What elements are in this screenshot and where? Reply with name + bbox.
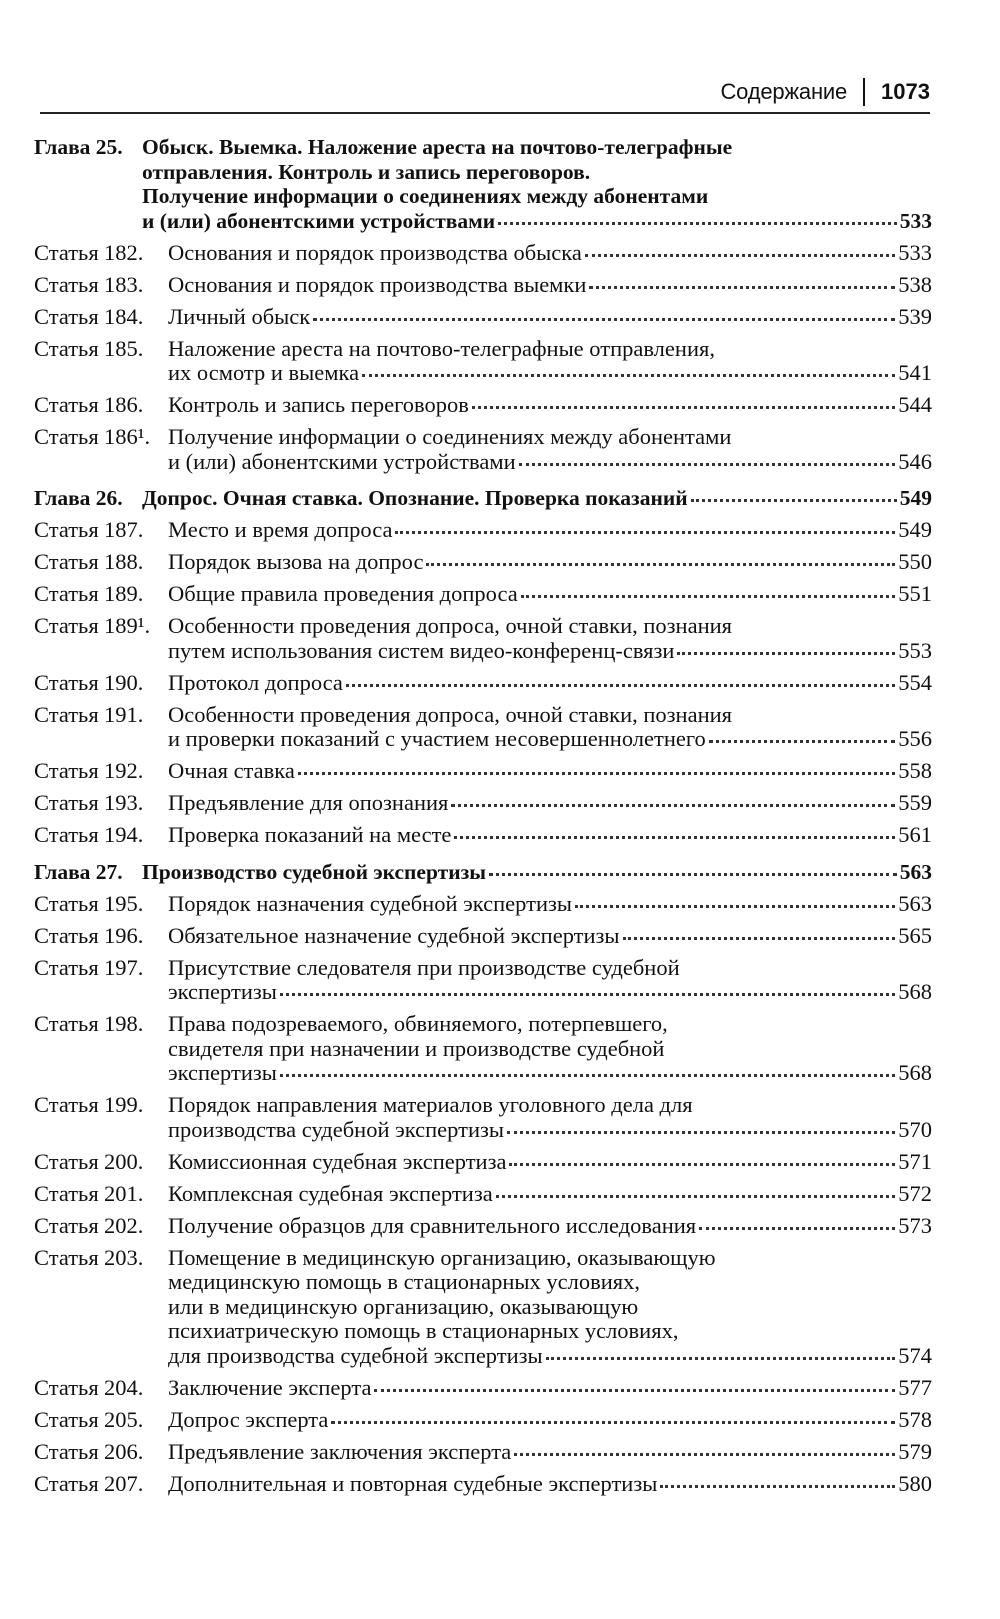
title-text: Дополнительная и повторная судебные экспертизы xyxy=(168,1470,658,1496)
title-line: отправления. Контроль и запись переговоров. xyxy=(142,159,591,184)
title-text: Основания и порядок производства выемки xyxy=(168,271,587,297)
page-ref: 561 xyxy=(898,822,932,847)
page-ref: 559 xyxy=(898,790,932,815)
dot-leader xyxy=(519,463,896,466)
title-text: и (или) абонентскими устройствами xyxy=(142,208,496,233)
title-last-line xyxy=(168,1408,932,1433)
title-last-line xyxy=(168,1118,932,1143)
dot-leader xyxy=(699,1227,895,1230)
title-line: психиатрическую помощь в стационарных условиях, xyxy=(168,1318,679,1343)
entry-title xyxy=(34,703,932,752)
article-label: Статья xyxy=(34,1212,99,1238)
article-label: Статья xyxy=(34,1438,99,1464)
title-text: Контроль и запись переговоров xyxy=(168,392,469,417)
article-label: Статья xyxy=(34,581,99,606)
entry-title xyxy=(34,486,932,511)
page-ref: 558 xyxy=(898,758,932,783)
dot-leader xyxy=(546,1357,896,1360)
toc-article[interactable] xyxy=(34,1150,932,1175)
page-ref: 550 xyxy=(898,549,932,574)
page-ref: 580 xyxy=(898,1470,932,1496)
dot-leader xyxy=(496,1195,896,1198)
toc-article[interactable] xyxy=(34,273,932,298)
toc-article[interactable] xyxy=(34,1376,932,1401)
entry-title xyxy=(34,1246,932,1369)
title-last-line xyxy=(168,639,932,664)
title-last-line xyxy=(168,1214,932,1239)
toc-article[interactable] xyxy=(34,1093,932,1142)
article-number: 186. xyxy=(104,392,144,417)
toc-article[interactable] xyxy=(34,550,932,575)
article-label: Статья xyxy=(34,1374,99,1400)
article-number: 187. xyxy=(104,517,144,542)
article-number: 203. xyxy=(104,1244,144,1270)
article-label: Статья xyxy=(34,424,99,449)
entry-title xyxy=(34,759,932,784)
title-text: Проверка показаний на месте xyxy=(168,822,452,847)
article-label: Статья xyxy=(34,922,99,948)
toc-chapter[interactable] xyxy=(34,135,932,233)
toc-article[interactable] xyxy=(34,956,932,1005)
page-ref: 533 xyxy=(898,239,932,265)
title-last-line xyxy=(168,671,932,696)
article-label: Статья xyxy=(34,517,99,542)
article-label: Статья xyxy=(34,954,99,980)
entry-title xyxy=(34,393,932,418)
title-line: Присутствие следователя при производстве судебной xyxy=(168,954,680,980)
article-number: 206. xyxy=(104,1438,144,1464)
toc-article[interactable] xyxy=(34,393,932,418)
dot-leader xyxy=(575,905,895,908)
title-text: Порядок вызова на допрос xyxy=(168,549,424,574)
toc-article[interactable] xyxy=(34,518,932,543)
entry-title xyxy=(34,892,932,917)
dot-leader xyxy=(280,993,895,996)
dot-leader xyxy=(346,684,895,687)
toc-article[interactable] xyxy=(34,1182,932,1207)
title-last-line xyxy=(168,450,932,475)
title-last-line xyxy=(142,486,932,511)
toc-article[interactable] xyxy=(34,1214,932,1239)
title-last-line xyxy=(142,209,932,234)
article-number: 189¹. xyxy=(104,613,151,638)
toc-article[interactable] xyxy=(34,241,932,266)
page-ref: 573 xyxy=(898,1212,932,1238)
toc-article[interactable] xyxy=(34,337,932,386)
dot-leader xyxy=(691,499,897,502)
article-label: Статья xyxy=(34,790,99,815)
article-label: Статья xyxy=(34,271,99,297)
article-label: Статья xyxy=(34,1011,99,1036)
dot-leader xyxy=(362,374,895,377)
title-last-line xyxy=(168,241,932,266)
dot-leader xyxy=(521,595,896,598)
header-separator xyxy=(863,78,865,106)
page-ref: 570 xyxy=(898,1116,932,1142)
header-inner xyxy=(720,78,930,106)
page-ref: 568 xyxy=(898,1060,932,1085)
title-text: Комиссионная судебная экспертиза xyxy=(168,1148,507,1174)
entry-title xyxy=(34,791,932,816)
page-header xyxy=(40,70,930,114)
article-label: Статья xyxy=(34,1148,99,1174)
article-label: Статья xyxy=(34,303,99,329)
title-last-line xyxy=(168,1344,932,1369)
toc-article[interactable] xyxy=(34,1408,932,1433)
title-text: Место и время допроса xyxy=(168,517,393,542)
page-ref: 579 xyxy=(898,1438,932,1464)
title-text: экспертизы xyxy=(168,1060,277,1085)
title-last-line xyxy=(168,1376,932,1401)
dot-leader xyxy=(489,873,897,876)
entry-title xyxy=(34,425,932,474)
article-number: 202. xyxy=(104,1212,144,1238)
article-label: Статья xyxy=(34,239,99,265)
title-line: Помещение в медицинскую организацию, оказывающую xyxy=(168,1244,716,1270)
page-ref: 539 xyxy=(898,303,932,329)
title-line: Особенности проведения допроса, очной ставки, познания xyxy=(168,613,733,638)
article-label: Статья xyxy=(34,335,99,361)
article-number: 198. xyxy=(104,1011,144,1036)
title-text: Допрос эксперта xyxy=(168,1406,329,1432)
article-number: 183. xyxy=(104,271,144,297)
article-number: 205. xyxy=(104,1406,144,1432)
title-last-line xyxy=(168,361,932,386)
page-ref: 538 xyxy=(898,271,932,297)
dot-leader xyxy=(454,836,895,839)
toc-article[interactable] xyxy=(34,425,932,474)
title-text: Предъявление для опознания xyxy=(168,790,449,815)
toc-article[interactable] xyxy=(34,1246,932,1369)
toc-chapter[interactable] xyxy=(34,860,932,885)
entry-title xyxy=(34,337,932,386)
page-ref: 563 xyxy=(898,890,932,916)
toc-article[interactable] xyxy=(34,924,932,949)
chapter-label: Глава 27. xyxy=(34,859,123,884)
title-line: Порядок направления материалов уголовного дела для xyxy=(168,1092,693,1117)
entry-title xyxy=(34,241,932,266)
running-title: Содержание xyxy=(720,79,848,104)
page-ref: 571 xyxy=(898,1148,932,1174)
article-label: Статья xyxy=(34,1180,99,1206)
title-last-line xyxy=(168,727,932,752)
title-line: медицинскую помощь в стационарных условиях, xyxy=(168,1269,640,1294)
article-label: Статья xyxy=(34,890,99,916)
page-ref: 574 xyxy=(898,1342,932,1368)
page-ref: 549 xyxy=(899,486,932,510)
title-last-line xyxy=(168,1472,932,1497)
title-line: свидетеля при назначении и производстве судебной xyxy=(168,1035,665,1061)
entry-title xyxy=(34,1408,932,1433)
page-ref: 551 xyxy=(898,581,932,606)
dot-leader xyxy=(623,937,896,940)
entry-title xyxy=(34,518,932,543)
title-last-line xyxy=(168,1440,932,1465)
toc-article[interactable] xyxy=(34,582,932,607)
article-number: 185. xyxy=(104,335,144,361)
article-label: Статья xyxy=(34,669,99,695)
title-text: Производство судебной экспертизы xyxy=(142,859,487,884)
entry-title xyxy=(34,1214,932,1239)
article-number: 194. xyxy=(104,822,144,847)
toc-article[interactable] xyxy=(34,703,932,752)
article-label: Статья xyxy=(34,1092,99,1117)
chapter-label: Глава 26. xyxy=(34,486,123,510)
article-number: 207. xyxy=(104,1470,144,1496)
dot-leader xyxy=(589,286,895,289)
dot-leader xyxy=(313,318,895,321)
page-ref: 544 xyxy=(898,392,932,417)
dot-leader xyxy=(331,1421,895,1424)
toc-article[interactable] xyxy=(34,1012,932,1086)
dot-leader xyxy=(660,1485,895,1488)
title-text: Очная ставка xyxy=(168,758,295,783)
title-text: экспертизы xyxy=(168,979,277,1004)
toc-article[interactable] xyxy=(34,614,932,663)
article-number: 193. xyxy=(104,790,144,815)
title-text: Протокол допроса xyxy=(168,669,343,695)
dot-leader xyxy=(709,740,895,743)
title-text: и (или) абонентскими устройствами xyxy=(168,448,516,474)
dot-leader xyxy=(426,563,895,566)
toc-article[interactable] xyxy=(34,892,932,917)
article-number: 201. xyxy=(104,1180,144,1206)
entry-title xyxy=(34,550,932,575)
article-label: Статья xyxy=(34,701,99,727)
entry-title xyxy=(34,1472,932,1497)
article-number: 197. xyxy=(104,954,144,980)
article-number: 196. xyxy=(104,922,144,948)
title-last-line xyxy=(168,582,932,607)
article-number: 192. xyxy=(104,758,144,783)
entry-title xyxy=(34,956,932,1005)
dot-leader xyxy=(514,1453,895,1456)
article-label: Статья xyxy=(34,613,99,638)
dot-leader xyxy=(395,531,895,534)
dot-leader xyxy=(280,1074,895,1077)
page-ref: 541 xyxy=(898,360,932,385)
entry-title xyxy=(34,1182,932,1207)
title-line: или в медицинскую организацию, оказывающую xyxy=(168,1293,639,1319)
dot-leader xyxy=(507,1131,895,1134)
article-number: 189. xyxy=(104,581,144,606)
title-last-line xyxy=(168,273,932,298)
title-last-line xyxy=(168,518,932,543)
toc-article[interactable] xyxy=(34,1440,932,1465)
title-line: Получение информации о соединениях между абонентами xyxy=(142,184,709,208)
article-number: 188. xyxy=(104,549,144,574)
title-last-line xyxy=(168,393,932,418)
article-number: 186¹. xyxy=(104,424,151,449)
title-line: Особенности проведения допроса, очной ставки, познания xyxy=(168,701,733,727)
entry-title xyxy=(34,671,932,696)
article-label: Статья xyxy=(34,1406,99,1432)
title-line: Права подозреваемого, обвиняемого, потерпевшего, xyxy=(168,1011,668,1036)
page-ref: 563 xyxy=(899,859,932,884)
article-label: Статья xyxy=(34,392,99,417)
article-number: 184. xyxy=(104,303,144,329)
title-text: для производства судебной экспертизы xyxy=(168,1342,543,1368)
page-ref: 568 xyxy=(898,979,932,1004)
title-text: Допрос. Очная ставка. Опознание. Проверка показаний xyxy=(142,486,688,510)
dot-leader xyxy=(509,1163,895,1166)
toc-article[interactable] xyxy=(34,791,932,816)
article-label: Статья xyxy=(34,1470,99,1496)
title-line: Обыск. Выемка. Наложение ареста на почтово-телеграфные xyxy=(142,135,733,159)
title-text: Основания и порядок производства обыска xyxy=(168,239,582,265)
article-number: 199. xyxy=(104,1092,144,1117)
page-ref: 572 xyxy=(898,1180,932,1206)
title-line: Наложение ареста на почтово-телеграфные отправления, xyxy=(168,335,715,361)
entry-title xyxy=(34,823,932,848)
title-text: Предъявление заключения эксперта xyxy=(168,1438,512,1464)
entry-title xyxy=(34,582,932,607)
article-number: 200. xyxy=(104,1148,144,1174)
title-text: Комплексная судебная экспертиза xyxy=(168,1180,493,1206)
dot-leader xyxy=(298,772,895,775)
page-ref: 565 xyxy=(898,922,932,948)
page-ref: 549 xyxy=(898,517,932,542)
article-number: 195. xyxy=(104,890,144,916)
toc-article[interactable] xyxy=(34,759,932,784)
title-last-line xyxy=(168,791,932,816)
toc-article[interactable] xyxy=(34,823,932,848)
toc-chapter[interactable] xyxy=(34,486,932,511)
page-ref: 553 xyxy=(898,637,932,663)
title-last-line xyxy=(168,550,932,575)
dot-leader xyxy=(472,406,895,409)
toc-article[interactable] xyxy=(34,671,932,696)
title-last-line xyxy=(168,1182,932,1207)
entry-title xyxy=(34,860,932,885)
title-last-line xyxy=(168,1061,932,1086)
article-number: 191. xyxy=(104,701,144,727)
entry-title xyxy=(34,924,932,949)
entry-title xyxy=(34,1440,932,1465)
article-number: 204. xyxy=(104,1374,144,1400)
entry-title xyxy=(34,1376,932,1401)
article-label: Статья xyxy=(34,822,99,847)
page-ref: 533 xyxy=(899,208,932,233)
title-last-line xyxy=(168,1150,932,1175)
title-last-line xyxy=(168,892,932,917)
title-text: и проверки показаний с участием несовершеннолетнего xyxy=(168,726,706,751)
title-last-line xyxy=(142,860,932,885)
title-line: Получение информации о соединениях между абонентами xyxy=(168,424,732,449)
title-last-line xyxy=(168,823,932,848)
page-number: 1073 xyxy=(881,79,930,104)
dot-leader xyxy=(585,254,895,257)
title-text: Обязательное назначение судебной экспертизы xyxy=(168,922,620,948)
article-number: 190. xyxy=(104,669,144,695)
page-ref: 554 xyxy=(898,669,932,695)
title-text: Получение образцов для сравнительного исследования xyxy=(168,1212,697,1238)
title-text: их осмотр и выемка xyxy=(168,360,360,385)
page-ref: 556 xyxy=(898,726,932,751)
dot-leader xyxy=(374,1389,895,1392)
entry-title xyxy=(34,305,932,330)
dot-leader xyxy=(451,804,895,807)
title-text: Порядок назначения судебной экспертизы xyxy=(168,890,572,916)
title-text: Заключение эксперта xyxy=(168,1374,372,1400)
entry-title xyxy=(34,273,932,298)
title-text: производства судебной экспертизы xyxy=(168,1116,504,1142)
page-ref: 546 xyxy=(898,448,932,474)
article-label: Статья xyxy=(34,1244,99,1270)
entry-title xyxy=(34,135,932,233)
title-text: Личный обыск xyxy=(168,303,311,329)
toc-article[interactable] xyxy=(34,305,932,330)
title-last-line xyxy=(168,759,932,784)
article-number: 182. xyxy=(104,239,144,265)
toc-article[interactable] xyxy=(34,1472,932,1497)
table-of-contents xyxy=(34,133,932,1504)
title-last-line xyxy=(168,305,932,330)
page-ref: 577 xyxy=(898,1374,932,1400)
dot-leader xyxy=(677,652,895,655)
title-last-line xyxy=(168,980,932,1005)
title-last-line xyxy=(168,924,932,949)
entry-title xyxy=(34,1093,932,1142)
article-label: Статья xyxy=(34,758,99,783)
page-ref: 578 xyxy=(898,1406,932,1432)
title-text: Общие правила проведения допроса xyxy=(168,581,518,606)
title-text: путем использования систем видео-конференц-связи xyxy=(168,637,675,663)
entry-title xyxy=(34,1012,932,1086)
article-label: Статья xyxy=(34,549,99,574)
chapter-label: Глава 25. xyxy=(34,135,123,159)
entry-title xyxy=(34,614,932,663)
entry-title xyxy=(34,1150,932,1175)
dot-leader xyxy=(498,222,897,225)
